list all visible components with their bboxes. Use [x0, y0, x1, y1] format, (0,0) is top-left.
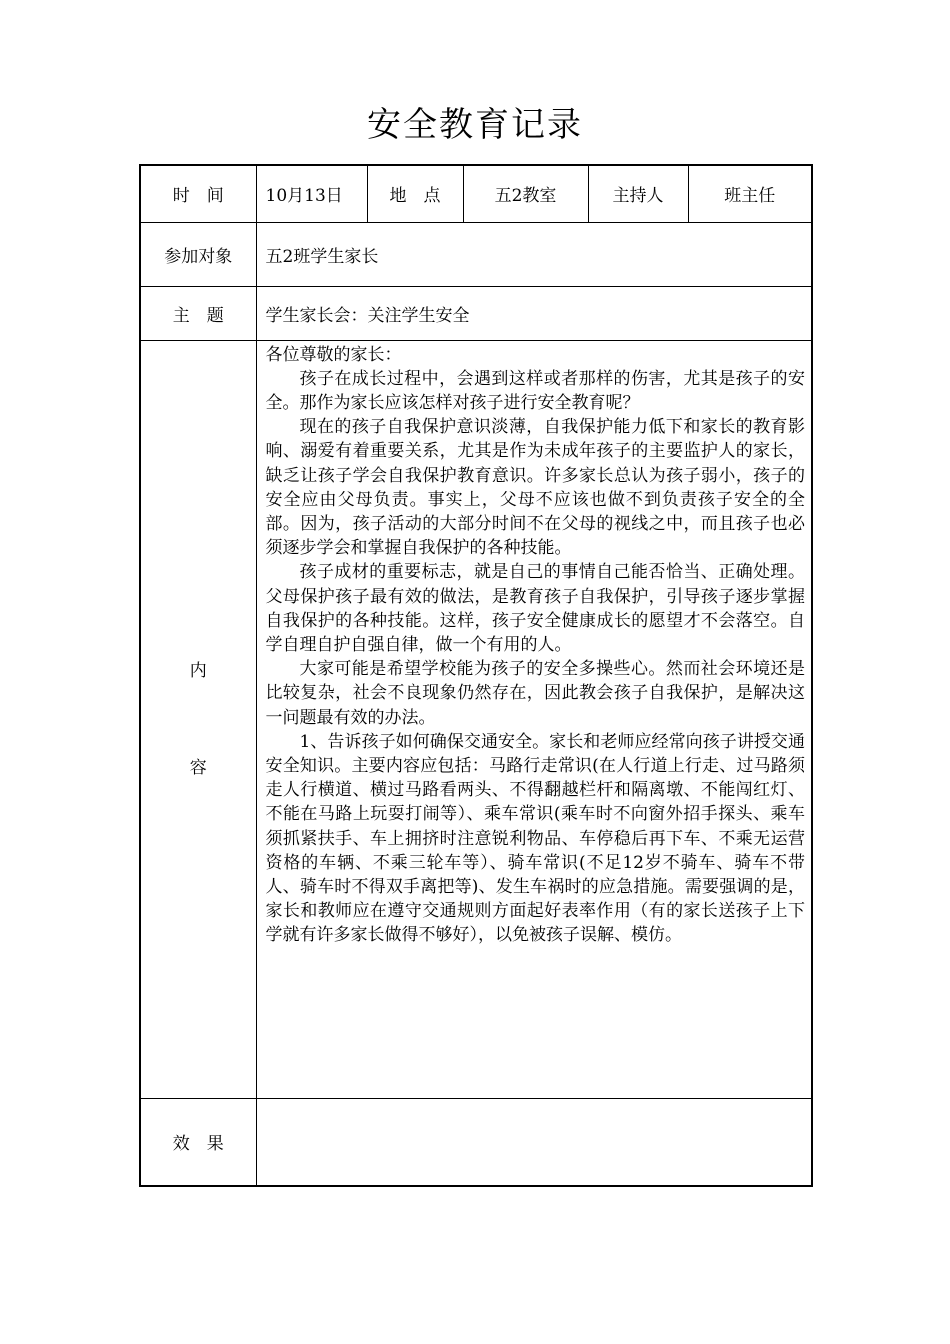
content-label-top: 内 [189, 660, 207, 681]
topic-value: 学生家长会：关注学生安全 [256, 286, 812, 340]
place-value: 五2教室 [463, 165, 588, 222]
topic-label: 主 题 [140, 286, 256, 340]
participants-value: 五2班学生家长 [256, 222, 812, 286]
content-label [140, 340, 256, 1098]
place-label: 地 点 [367, 165, 463, 222]
content-paragraph-1: 孩子在成长过程中，会遇到这样或者那样的伤害，尤其是孩子的安全。那作为家长应该怎样对孩子进行安全教育呢？ [265, 368, 805, 413]
participants-label: 参加对象 [140, 222, 256, 286]
page-title: 安全教育记录 [367, 105, 583, 145]
content-label-bottom: 容 [189, 757, 207, 778]
time-value: 10月13日 [256, 165, 367, 222]
host-label: 主持人 [588, 165, 688, 222]
record-table [139, 164, 813, 1187]
row-time-place-host [140, 165, 812, 222]
row-content [140, 340, 812, 1098]
host-value: 班主任 [688, 165, 812, 222]
effect-label: 效 果 [140, 1098, 256, 1186]
row-participants [140, 222, 812, 286]
row-topic [140, 286, 812, 340]
effect-value [256, 1098, 812, 1186]
content-paragraph-4: 大家可能是希望学校能为孩子的安全多操些心。然而社会环境还是比较复杂，社会不良现象仍然存在，因此教会孩子自我保护，是解决这一问题最有效的办法。 [265, 659, 805, 728]
content-paragraph-3: 孩子成材的重要标志，就是自己的事情自己能否恰当、正确处理。父母保护孩子最有效的做法，是教育孩子自我保护，引导孩子逐步掌握自我保护的各种技能。这样，孩子安全健康成长的愿望才不会落空。自学自理自护自强自律，做一个有用的人。 [265, 562, 805, 655]
content-paragraph-5: 1、告诉孩子如何确保交通安全。家长和老师应经常向孩子讲授交通安全知识。主要内容应包括：马路行走常识(在人行道上行走、过马路须走人行横道、横过马路看两头、不得翻越栏杆和隔离墩、不能闯红灯、不能在马路上玩耍打闹等）、乘车常识(乘车时不向窗外招手探头、乘车须抓紧扶手、车上拥挤时注意锐利物品、车停稳后再下车、不乘无运营资格的车辆、不乘三轮车等）、骑车常识(不足12岁不骑车、骑车不带人、骑车时不得双手离把等)、发生车祸时的应急措施。需要强调的是，家长和教师应在遵守交通规则方面起好表率作用（有的家长送孩子上下学就有许多家长做得不够好），以免被孩子误解、模仿。 [265, 731, 805, 946]
content-paragraph-2: 现在的孩子自我保护意识淡薄，自我保护能力低下和家长的教育影响、溺爱有着重要关系，尤其是作为未成年孩子的主要监护人的家长，缺乏让孩子学会自我保护教育意识。许多家长总认为孩子弱小，孩子的安全应由父母负责。事实上，父母不应该也做不到负责孩子安全的全部。因为，孩子活动的大部分时间不在父母的视线之中，而且孩子也必须逐步学会和掌握自我保护的各种技能。 [265, 417, 805, 559]
content-body [256, 340, 812, 1098]
time-label: 时 间 [140, 165, 256, 222]
row-effect [140, 1098, 812, 1186]
greeting: 各位尊敬的家长： [265, 344, 402, 365]
